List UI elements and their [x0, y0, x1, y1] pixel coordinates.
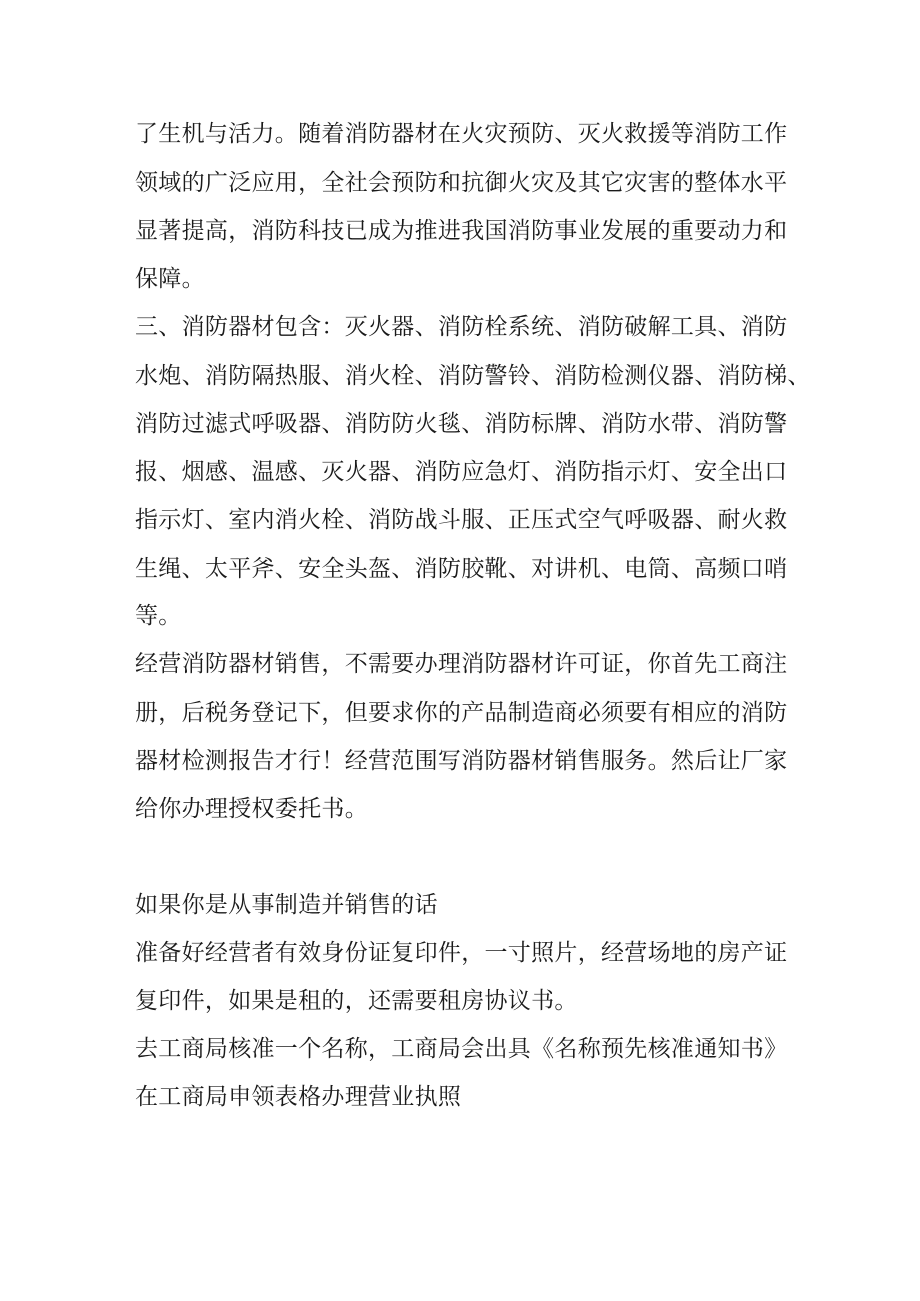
- text-line: 册，后税务登记下，但要求你的产品制造商必须要有相应的消防: [135, 700, 788, 726]
- text-line: 器材检测报告才行！经营范围写消防器材销售服务。然后让厂家: [135, 748, 788, 774]
- text-line: 经营消防器材销售，不需要办理消防器材许可证，你首先工商注: [135, 651, 788, 677]
- text-line: 显著提高，消防科技已成为推进我国消防事业发展的重要动力和: [135, 218, 788, 244]
- text-line: 给你办理授权委托书。: [135, 796, 368, 822]
- text-line: 水炮、消防隔热服、消火栓、消防警铃、消防检测仪器、消防梯、: [135, 363, 811, 389]
- text-line: 三、消防器材包含：灭火器、消防栓系统、消防破解工具、消防: [135, 314, 788, 340]
- text-line: 复印件，如果是租的，还需要租房协议书。: [135, 988, 578, 1014]
- text-line: 如果你是从事制造并销售的话: [135, 892, 438, 918]
- text-line: 等。: [135, 603, 182, 629]
- text-line: 报、烟感、温感、灭火器、消防应急灯、消防指示灯、安全出口: [135, 459, 788, 485]
- text-line: 准备好经营者有效身份证复印件，一寸照片，经营场地的房产证: [135, 940, 788, 966]
- text-line: 了生机与活力。随着消防器材在火灾预防、灭火救援等消防工作: [135, 121, 788, 147]
- text-line: 消防过滤式呼吸器、消防防火毯、消防标牌、消防水带、消防警: [135, 411, 788, 437]
- text-line: 领域的广泛应用，全社会预防和抗御火灾及其它灾害的整体水平: [135, 170, 788, 196]
- text-line: 生绳、太平斧、安全头盔、消防胶靴、对讲机、电筒、高频口哨: [135, 556, 788, 582]
- text-line: 去工商局核准一个名称，工商局会出具《名称预先核准通知书》: [135, 1036, 788, 1062]
- text-line: 保障。: [135, 266, 205, 292]
- text-line: 指示灯、室内消火栓、消防战斗服、正压式空气呼吸器、耐火救: [135, 507, 788, 533]
- text-line: 在工商局申领表格办理营业执照: [135, 1084, 462, 1110]
